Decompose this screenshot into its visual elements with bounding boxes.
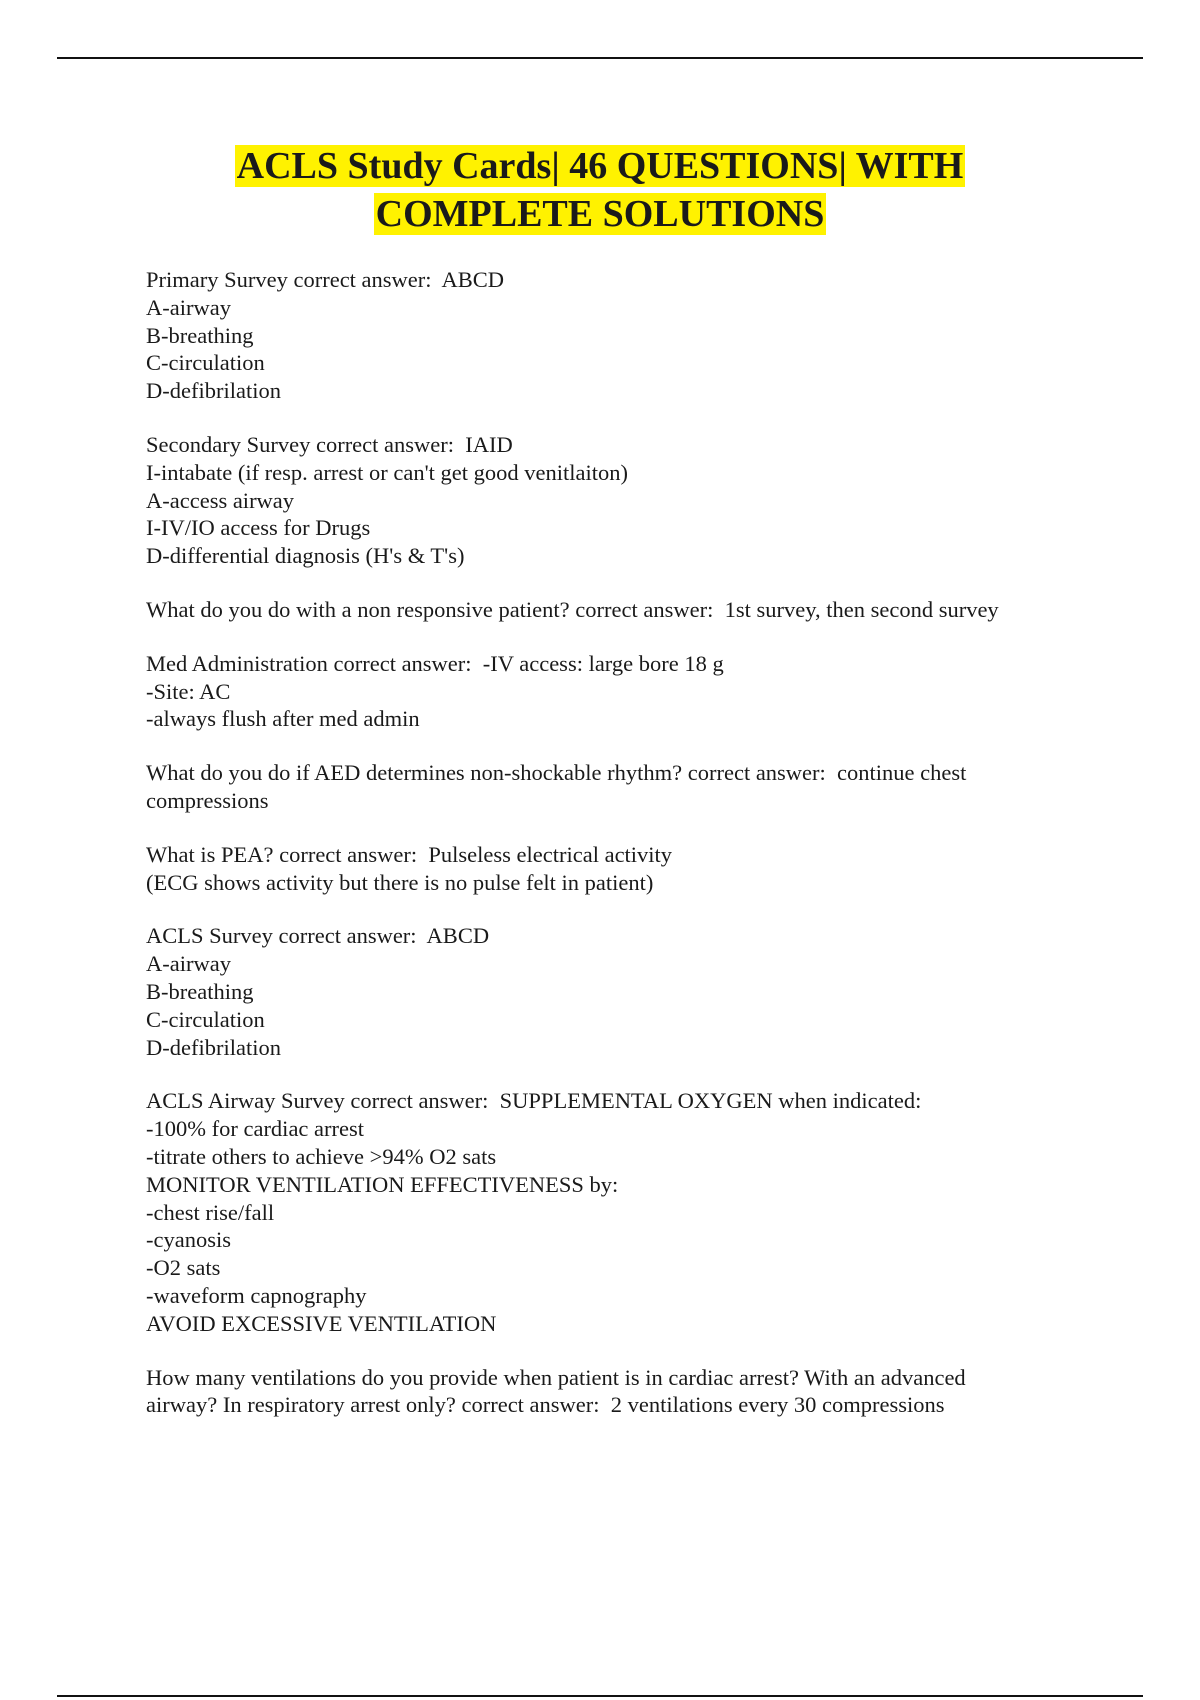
- card-line: ACLS Airway Survey correct answer: SUPPLEMENTAL OXYGEN when indicated:: [146, 1088, 922, 1114]
- card-line: (ECG shows activity but there is no pulse felt in patient): [146, 869, 654, 895]
- card-line: -chest rise/fall: [146, 1199, 275, 1225]
- card-line: A-access airway: [146, 487, 295, 513]
- document-title: [100, 142, 1100, 238]
- card-line: C-circulation: [146, 1006, 265, 1032]
- card-line: How many ventilations do you provide when patient is in cardiac arrest? With an advanced: [146, 1364, 966, 1390]
- study-card: [146, 922, 1086, 1061]
- card-line: D-differential diagnosis (H's & T's): [146, 543, 465, 569]
- title-line-1: ACLS Study Cards| 46 QUESTIONS| WITH: [236, 145, 964, 187]
- card-line: compressions: [146, 787, 269, 813]
- card-line: B-breathing: [146, 322, 254, 348]
- card-line: C-circulation: [146, 350, 265, 376]
- top-rule: [57, 57, 1143, 59]
- card-line: -titrate others to achieve >94% O2 sats: [146, 1143, 497, 1169]
- card-line: MONITOR VENTILATION EFFECTIVENESS by:: [146, 1171, 619, 1197]
- bottom-rule: [57, 1695, 1143, 1697]
- study-card: [146, 431, 1086, 570]
- card-line: D-defibrilation: [146, 378, 281, 404]
- card-line: -always flush after med admin: [146, 706, 420, 732]
- study-card: [146, 841, 1086, 897]
- card-line: Secondary Survey correct answer: IAID: [146, 431, 513, 457]
- study-cards: [146, 266, 1086, 1445]
- card-line: -100% for cardiac arrest: [146, 1116, 365, 1142]
- card-line: I-intabate (if resp. arrest or can't get good venitlaiton): [146, 459, 628, 485]
- study-card: [146, 1087, 1086, 1337]
- card-line: What is PEA? correct answer: Pulseless electrical activity: [146, 841, 673, 867]
- card-line: What do you do if AED determines non-shockable rhythm? correct answer: continue chest: [146, 760, 967, 786]
- study-card: [146, 759, 1086, 815]
- card-line: Primary Survey correct answer: ABCD: [146, 267, 505, 292]
- study-card: [146, 1364, 1086, 1420]
- card-line: ACLS Survey correct answer: ABCD: [146, 923, 490, 949]
- card-line: I-IV/IO access for Drugs: [146, 515, 371, 541]
- card-line: -waveform capnography: [146, 1282, 367, 1308]
- card-line: -cyanosis: [146, 1227, 231, 1253]
- card-line: -Site: AC: [146, 678, 231, 704]
- card-line: D-defibrilation: [146, 1034, 281, 1060]
- card-line: What do you do with a non responsive patient? correct answer: 1st survey, then second survey: [146, 596, 999, 622]
- title-line-2: COMPLETE SOLUTIONS: [375, 193, 825, 235]
- card-line: A-airway: [146, 294, 231, 320]
- card-line: A-airway: [146, 951, 231, 977]
- card-line: AVOID EXCESSIVE VENTILATION: [146, 1310, 497, 1336]
- study-card: [146, 650, 1086, 733]
- card-line: -O2 sats: [146, 1255, 221, 1281]
- study-card: [146, 596, 1086, 624]
- card-line: B-breathing: [146, 978, 254, 1004]
- card-line: Med Administration correct answer: -IV access: large bore 18 g: [146, 650, 724, 676]
- card-line: airway? In respiratory arrest only? correct answer: 2 ventilations every 30 compressions: [146, 1392, 945, 1418]
- study-card: [146, 266, 1086, 405]
